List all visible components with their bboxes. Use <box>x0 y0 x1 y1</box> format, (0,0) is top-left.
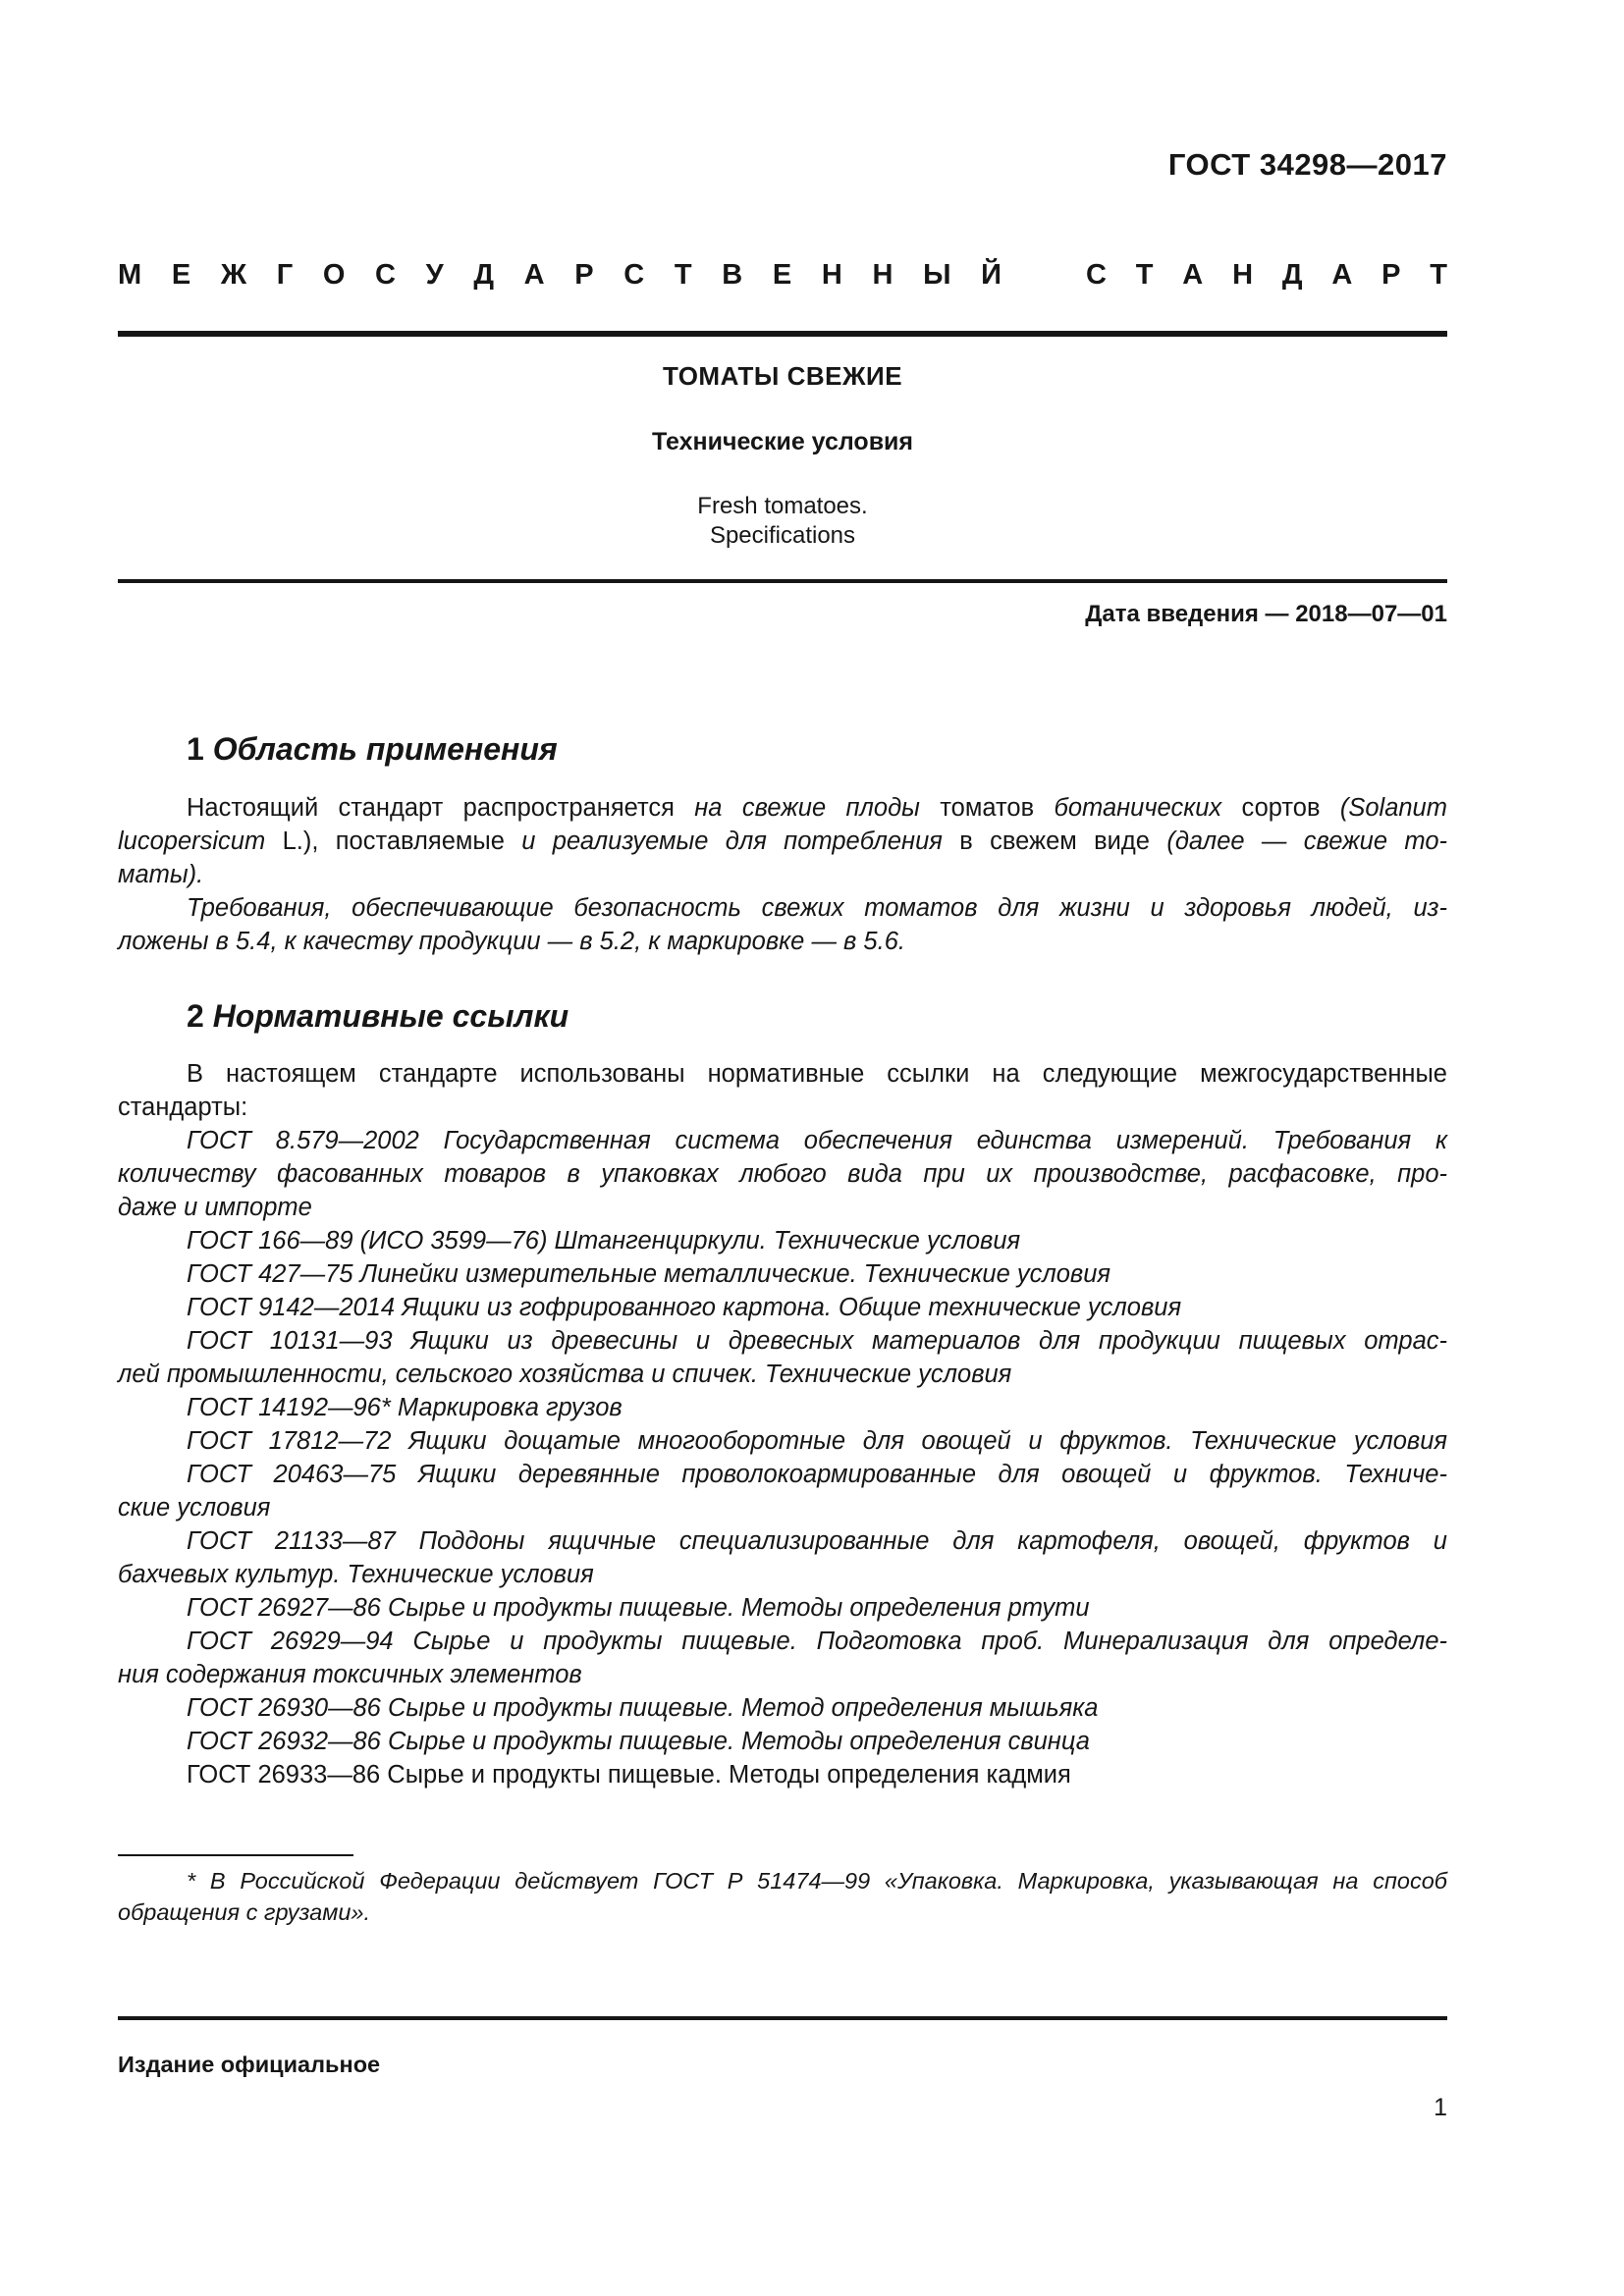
english-title: Fresh tomatoes. <box>697 493 868 519</box>
text-line: В настоящем стандарте использованы нормативные ссылки на следующие межгосударственные <box>187 1060 1447 1088</box>
section-number: 2 <box>187 998 204 1034</box>
text-line <box>118 791 1447 825</box>
official-edition-label: Издание официальное <box>118 2052 381 2077</box>
text-run: (далее — свежие то- <box>1166 828 1447 855</box>
document-code: ГОСТ 34298—2017 <box>1167 147 1447 182</box>
text-run: ботанических <box>1054 794 1222 822</box>
category-letter: Н <box>872 259 893 291</box>
document-title: ТОМАТЫ СВЕЖИЕ <box>662 361 903 391</box>
reference-line: даже и импорте <box>118 1194 312 1221</box>
text-line: Требования, обеспечивающие безопасность свежих томатов для жизни и здоровья людей, из- <box>187 894 1447 922</box>
category-letter: О <box>322 259 346 291</box>
document-subtitle: Технические условия <box>651 428 914 455</box>
reference-line: лей промышленности, сельского хозяйства и спичек. Технические условия <box>118 1361 1012 1388</box>
text-run: lucopersicum <box>118 828 266 855</box>
text-line: ложены в 5.4, к качеству продукции — в 5.2, к маркировке — в 5.6. <box>118 928 905 955</box>
section-number: 1 <box>187 731 204 767</box>
reference-line: количеству фасованных товаров в упаковках любого вида при их производстве, расфасовке, про- <box>118 1160 1447 1188</box>
category-letter: Н <box>1232 259 1254 291</box>
reference-line: ГОСТ 20463—75 Ящики деревянные проволокоармированные для овощей и фруктов. Техниче- <box>187 1461 1447 1488</box>
category-letter: М <box>118 259 142 291</box>
reference-line: ГОСТ 26932—86 Сырье и продукты пищевые. Методы определения свинца <box>187 1728 1090 1755</box>
category-letter: Т <box>674 259 692 291</box>
footnote <box>118 1865 1447 1928</box>
category-letter: Н <box>821 259 842 291</box>
category-letter: В <box>722 259 743 291</box>
references-intro-paragraph <box>118 1057 1447 1124</box>
text-line <box>118 825 1447 858</box>
footnote-separator <box>118 1854 353 1856</box>
normative-references-list <box>118 1124 1447 1791</box>
category-letter: Ж <box>220 259 247 291</box>
reference-line: ГОСТ 8.579—2002 Государственная система обеспечения единства измерений. Требования к <box>187 1127 1447 1154</box>
section-heading-references <box>187 998 568 1035</box>
reference-line: ГОСТ 21133—87 Поддоны ящичные специализированные для картофеля, овощей, фруктов и <box>187 1527 1447 1555</box>
category-word-standard <box>1086 259 1447 292</box>
reference-line: ГОСТ 17812—72 Ящики дощатые многооборотные для овощей и фруктов. Технические условия <box>187 1427 1447 1455</box>
reference-line: ГОСТ 166—89 (ИСО 3599—76) Штангенциркули. Технические условия <box>187 1227 1021 1255</box>
category-letter: Р <box>1381 259 1401 291</box>
text-run: сортов <box>1221 794 1340 822</box>
text-run: L.), поставляемые <box>265 828 522 855</box>
text-run: в свежем виде <box>942 828 1167 855</box>
reference-line: ГОСТ 427—75 Линейки измерительные металлические. Технические условия <box>187 1260 1111 1288</box>
reference-line: ские условия <box>118 1494 271 1522</box>
category-word-interstate <box>118 259 1001 292</box>
category-letter: А <box>1182 259 1204 291</box>
page-number: 1 <box>1434 2094 1447 2121</box>
safety-requirements-paragraph <box>118 891 1447 958</box>
category-letter: С <box>1086 259 1107 291</box>
category-letter: Е <box>772 259 792 291</box>
reference-line: ГОСТ 9142—2014 Ящики из гофрированного картона. Общие технические условия <box>187 1294 1182 1321</box>
text-run: на свежие плоды <box>694 794 920 822</box>
english-subtitle: Specifications <box>709 522 856 549</box>
document-category <box>118 259 1447 292</box>
category-letter: Й <box>981 259 1001 291</box>
reference-line: бахчевых культур. Технические условия <box>118 1561 594 1588</box>
category-letter: Т <box>1430 259 1447 291</box>
reference-line: ГОСТ 26927—86 Сырье и продукты пищевые. Методы определения ртути <box>187 1594 1090 1622</box>
reference-line: ГОСТ 26930—86 Сырье и продукты пищевые. Метод определения мышьяка <box>187 1694 1099 1722</box>
scope-paragraph <box>118 791 1447 891</box>
text-run: (Solanum <box>1339 794 1447 822</box>
footnote-line: обращения с грузами». <box>118 1899 370 1925</box>
title-divider <box>118 579 1447 583</box>
text-line: стандарты: <box>118 1094 248 1121</box>
category-letter: С <box>375 259 396 291</box>
category-letter: Е <box>171 259 191 291</box>
category-letter: Р <box>574 259 594 291</box>
footnote-line: * В Российской Федерации действует ГОСТ Р 51474—99 «Упаковка. Маркировка, указывающая на способ <box>187 1868 1447 1894</box>
introduction-date: Дата введения — 2018—07—01 <box>1085 601 1447 627</box>
category-letter: А <box>1331 259 1353 291</box>
category-letter: Д <box>473 259 495 291</box>
text-run: и реализуемые для потребления <box>521 828 943 855</box>
category-letter: А <box>523 259 545 291</box>
category-letter: У <box>425 259 444 291</box>
section-title: Нормативные ссылки <box>212 998 569 1034</box>
category-letter: Д <box>1281 259 1303 291</box>
reference-line: ГОСТ 26929—94 Сырье и продукты пищевые. Подготовка проб. Минерализация для определе- <box>187 1628 1447 1655</box>
text-run: томатов <box>919 794 1055 822</box>
category-letter: Г <box>276 259 294 291</box>
section-heading-scope <box>187 731 558 768</box>
reference-line: ГОСТ 14192—96* Маркировка грузов <box>187 1394 623 1421</box>
section-title: Область применения <box>212 731 558 767</box>
footer-divider <box>118 2016 1447 2020</box>
category-letter: Ы <box>923 259 951 291</box>
text-line: маты). <box>118 861 204 888</box>
category-letter: Т <box>1135 259 1154 291</box>
reference-line: ГОСТ 26933—86 Сырье и продукты пищевые. Методы определения кадмия <box>187 1761 1071 1789</box>
header-divider <box>118 331 1447 337</box>
category-letter: С <box>623 259 645 291</box>
text-run: Настоящий стандарт распространяется <box>187 794 695 822</box>
reference-line: ГОСТ 10131—93 Ящики из древесины и древесных материалов для продукции пищевых отрас- <box>187 1327 1447 1355</box>
reference-line: ния содержания токсичных элементов <box>118 1661 582 1688</box>
